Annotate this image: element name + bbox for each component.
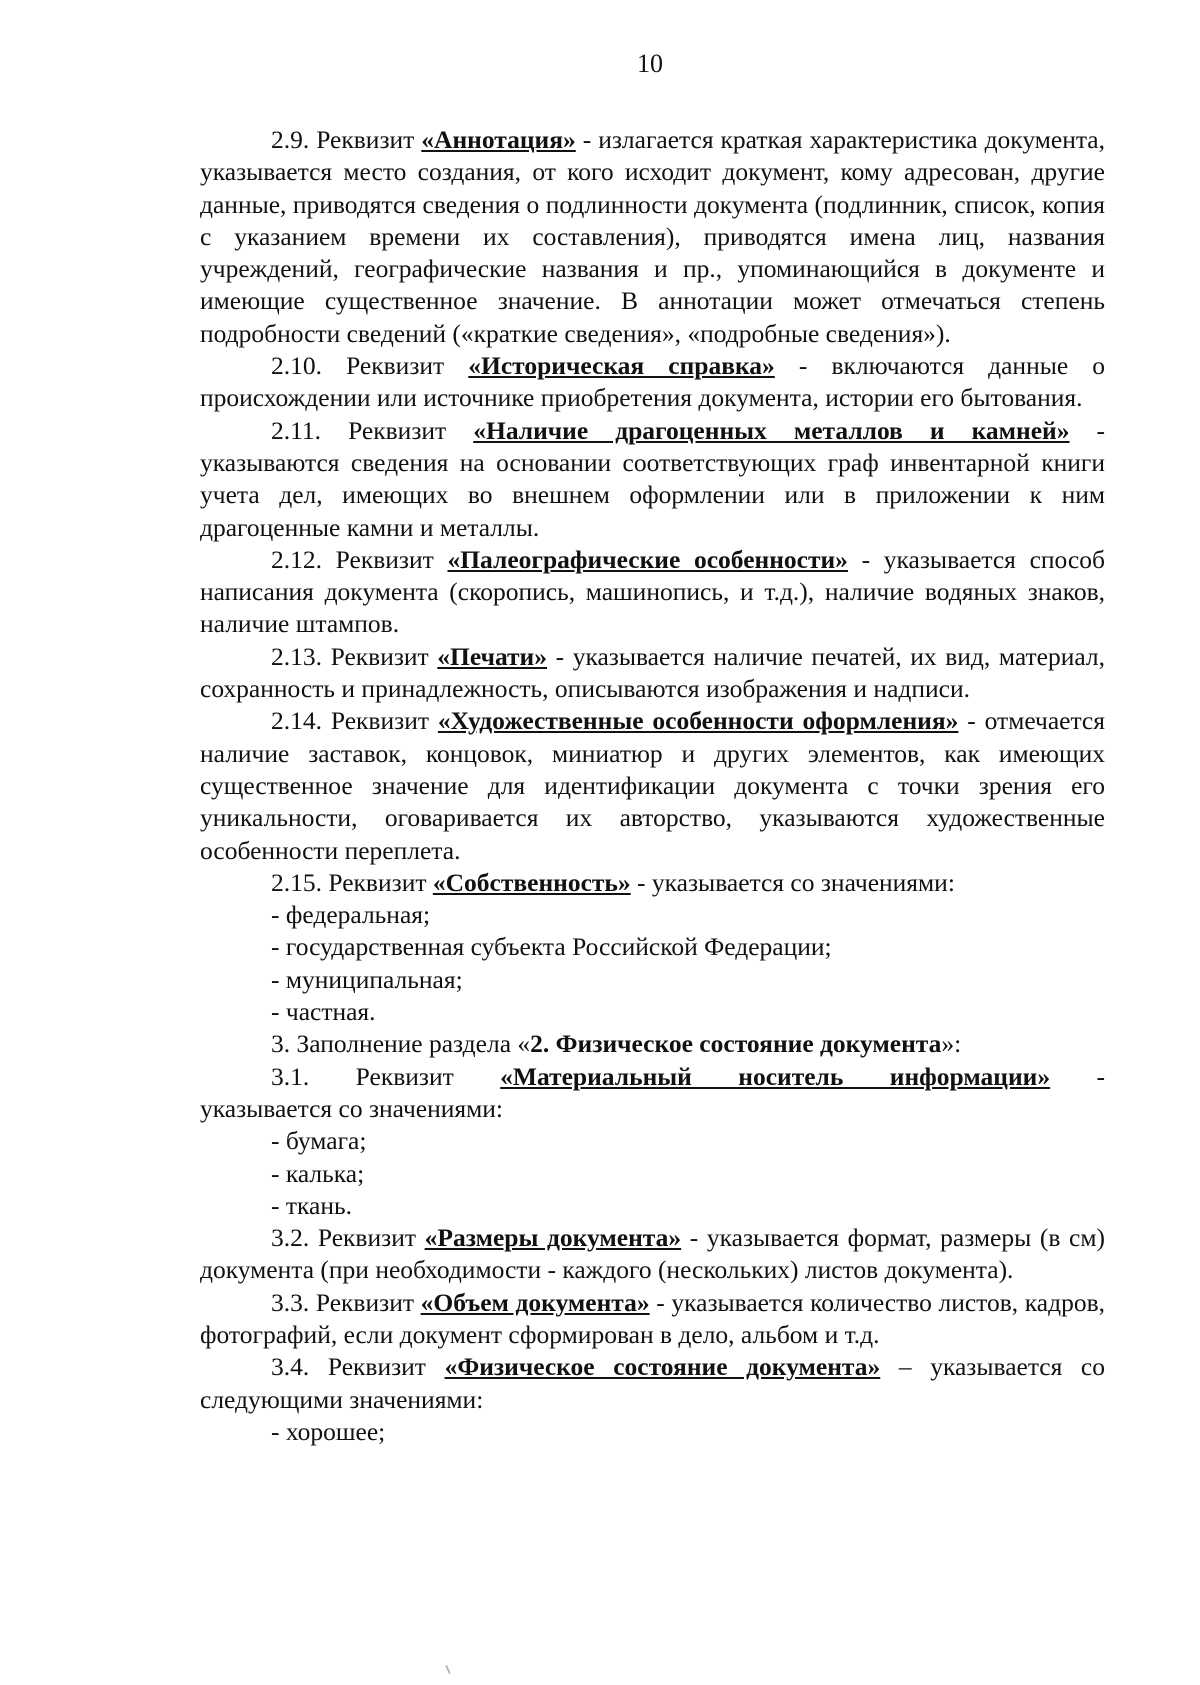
clause-number: 2.9. Реквизит <box>271 125 422 154</box>
clause-text: - включаются данные о происхождении или источнике приобретения документа, истории его бытования. <box>200 351 1106 413</box>
paragraph-2-9 <box>200 124 1105 350</box>
clause-text: – указывается со следующими значениями: <box>200 1352 1106 1414</box>
paragraph-3-3 <box>200 1287 1105 1352</box>
clause-text: - указываются сведения на основании соответствующих граф инвентарной книги учета дел, имеющих во внешнем оформлении или в приложении к ним драгоценные камни и металлы. <box>200 415 1105 542</box>
requisite-name: «Наличие драгоценных металлов и камней» <box>473 415 1070 445</box>
paragraph-2-10 <box>200 350 1105 415</box>
paragraph-3-1-first-line <box>200 1061 1105 1093</box>
list-item: - частная. <box>271 997 376 1027</box>
clause-text: - указывается со значениями: <box>630 867 955 897</box>
scan-speck <box>445 1665 451 1674</box>
clause-number: 2.14. Реквизит <box>271 706 438 736</box>
paragraph-3-1 <box>200 1061 1105 1093</box>
section-suffix: »: <box>941 1029 962 1059</box>
list-item: - муниципальная; <box>271 964 463 994</box>
clause-text: - указывается способ написания документа (скоропись, машинопись, и т.д.), наличие водяных знаков, наличие штампов. <box>200 544 1105 639</box>
list-item: - государственная субъекта Российской Федерации; <box>271 932 832 962</box>
list-item: - ткань. <box>271 1190 352 1220</box>
list-item: - федеральная; <box>271 900 431 930</box>
section-title: 2. Физическое состояние документа <box>530 1029 942 1059</box>
clause-text: - указывается формат, размеры (в см) документа (при необходимости - каждого (нескольких) листов документа). <box>200 1223 1105 1285</box>
paragraph-2-15 <box>200 867 1105 899</box>
clause-number: 3.4. Реквизит <box>271 1352 445 1382</box>
clause-dash: - <box>1050 1061 1106 1091</box>
clause-number: 2.10. Реквизит <box>271 351 469 381</box>
requisite-name: «Художественные особенности оформления» <box>437 706 959 736</box>
paragraph-2-12 <box>200 544 1105 641</box>
clause-number: 3.1. Реквизит <box>271 1061 501 1091</box>
requisite-name: «Аннотация» <box>421 125 576 154</box>
clause-text: - указывается количество листов, кадров, фотографий, если документ сформирован в дело, альбом и т.д. <box>200 1287 1105 1349</box>
section-3-heading <box>200 1028 1105 1060</box>
requisite-name: «Палеографические особенности» <box>447 544 848 574</box>
page-number: 10 <box>637 49 663 78</box>
section-prefix: 3. Заполнение раздела « <box>271 1029 531 1059</box>
clause-number: 2.11. Реквизит <box>271 415 474 445</box>
requisite-name: «Материальный носитель информации» <box>500 1061 1051 1091</box>
paragraph-3-1-continuation: указывается со значениями: <box>200 1093 503 1123</box>
clause-number: 2.12. Реквизит <box>271 544 448 574</box>
paragraph-2-14 <box>200 705 1105 866</box>
requisite-name: «Собственность» <box>432 867 631 897</box>
paragraph-3-4 <box>200 1351 1105 1416</box>
clause-text: - излагается краткая характеристика документа, указывается место создания, от кого исходит документ, кому адресован, другие данные, приводятся сведения о подлинности документа (подлинник, список, копия с указанием времени их составления), приводятся имена лиц, названия учреждений, географические названия и пр., упоминающийся в документе и имеющие существенное значение. В аннотации может отмечаться степень подробности сведений («краткие сведения», «подробные сведения»). <box>200 125 1106 348</box>
clause-text: - отмечается наличие заставок, концовок, миниатюр и других элементов, как имеющих существенное значение для идентификации документа с точки зрения его уникальности, оговаривается их авторство, указываются художественные особенности переплета. <box>200 706 1105 865</box>
requisite-name: «Физическое состояние документа» <box>444 1352 881 1382</box>
clause-text: - указывается наличие печатей, их вид, материал, сохранность и принадлежность, описываются изображения и надписи. <box>200 641 1105 704</box>
paragraph-2-11 <box>200 415 1105 544</box>
document-body <box>200 124 1105 1448</box>
clause-number: 2.13. Реквизит <box>271 641 438 671</box>
requisite-name: «Размеры документа» <box>424 1223 682 1253</box>
requisite-name: «Историческая справка» <box>468 351 775 381</box>
clause-number: 3.3. Реквизит <box>271 1287 421 1317</box>
requisite-name: «Объем документа» <box>420 1287 650 1317</box>
paragraph-3-2 <box>200 1222 1105 1287</box>
list-item: - калька; <box>271 1158 365 1188</box>
list-item: - бумага; <box>271 1126 367 1156</box>
paragraph-2-13 <box>200 641 1105 706</box>
requisite-name: «Печати» <box>437 641 548 671</box>
list-item: - хорошее; <box>271 1416 386 1446</box>
clause-number: 3.2. Реквизит <box>271 1223 425 1253</box>
clause-number: 2.15. Реквизит <box>271 867 433 897</box>
